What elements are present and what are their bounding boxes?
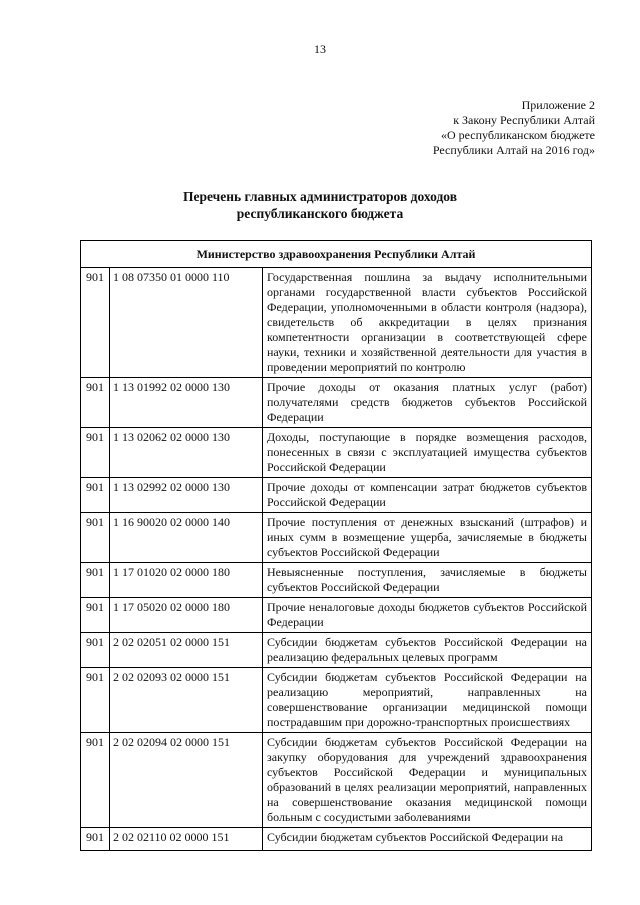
- revenue-code-cell: 2 02 02051 02 0000 151: [110, 633, 263, 668]
- revenue-code-cell: 2 02 02093 02 0000 151: [110, 668, 263, 733]
- page-number: 13: [314, 42, 326, 56]
- revenue-name-cell: Прочие поступления от денежных взысканий (штрафов) и иных сумм в возмещение ущерба, зачисляемые в бюджеты субъектов Российской Федерации: [263, 513, 592, 563]
- table-row: [81, 268, 592, 378]
- table-row: [81, 598, 592, 633]
- revenue-code-cell: 1 17 01020 02 0000 180: [110, 563, 263, 598]
- table-row: [81, 563, 592, 598]
- appendix-line: к Закону Республики Алтай: [453, 113, 595, 127]
- revenue-code-cell: 1 13 02992 02 0000 130: [110, 478, 263, 513]
- revenue-code-cell: 1 13 01992 02 0000 130: [110, 378, 263, 428]
- table-row: [81, 668, 592, 733]
- appendix-line: Приложение 2: [521, 98, 595, 112]
- table-row: [81, 733, 592, 828]
- title-line: Перечень главных администраторов доходов: [182, 189, 458, 204]
- title-line: республиканского бюджета: [236, 206, 404, 221]
- revenue-name-cell: Субсидии бюджетам субъектов Российской Федерации на реализацию мероприятий, направленных на совершенствование организации медицинской помощи пострадавшим при дорожно-транспортных происшествиях: [263, 668, 592, 733]
- document-title: [0, 188, 640, 222]
- appendix-line: Республики Алтай на 2016 год»: [432, 143, 595, 157]
- table-row: [81, 478, 592, 513]
- table-row: [81, 428, 592, 478]
- table-row: [81, 513, 592, 563]
- revenue-name-cell: Прочие доходы от оказания платных услуг (работ) получателями средств бюджетов субъектов Российской Федерации: [263, 378, 592, 428]
- table-row: [81, 633, 592, 668]
- admin-code-cell: 901: [81, 598, 110, 633]
- revenue-code-cell: 1 16 90020 02 0000 140: [110, 513, 263, 563]
- revenue-name-cell: Невыясненные поступления, зачисляемые в бюджеты субъектов Российской Федерации: [263, 563, 592, 598]
- revenue-code-cell: 1 17 05020 02 0000 180: [110, 598, 263, 633]
- revenue-code-cell: 2 02 02094 02 0000 151: [110, 733, 263, 828]
- admin-code-cell: 901: [81, 378, 110, 428]
- table-row: [81, 828, 592, 851]
- revenue-name-cell: Субсидии бюджетам субъектов Российской Федерации на закупку оборудования для учреждений здравоохранения субъектов Российской Федерации и муниципальных образований в целях реализации мероприятий, направленных на совершенствование оказания медицинской помощи больным с сосудистыми заболеваниями: [263, 733, 592, 828]
- admin-code-cell: 901: [81, 428, 110, 478]
- revenue-name-cell: Субсидии бюджетам субъектов Российской Федерации на: [263, 828, 592, 851]
- admin-code-cell: 901: [81, 633, 110, 668]
- revenue-code-cell: 1 13 02062 02 0000 130: [110, 428, 263, 478]
- admin-code-cell: 901: [81, 733, 110, 828]
- revenue-code-cell: 2 02 02110 02 0000 151: [110, 828, 263, 851]
- admin-code-cell: 901: [81, 513, 110, 563]
- appendix-line: «О республиканском бюджете: [440, 128, 595, 142]
- ministry-header: Министерство здравоохранения Республики Алтай: [81, 241, 592, 268]
- revenue-code-cell: 1 08 07350 01 0000 110: [110, 268, 263, 378]
- revenue-name-cell: Прочие неналоговые доходы бюджетов субъектов Российской Федерации: [263, 598, 592, 633]
- admin-code-cell: 901: [81, 563, 110, 598]
- admin-code-cell: 901: [81, 478, 110, 513]
- revenue-name-cell: Субсидии бюджетам субъектов Российской Федерации на реализацию федеральных целевых программ: [263, 633, 592, 668]
- appendix-heading: [433, 98, 595, 158]
- admin-code-cell: 901: [81, 668, 110, 733]
- revenue-name-cell: Государственная пошлина за выдачу исполнительными органами государственной власти субъектов Российской Федерации, уполномоченными в области контроля (надзора), свидетельств об аккредитации в целях признания компетентности организации в соответствующей сфере науки, техники и хозяйственной деятельности для участия в проведении мероприятий по контролю: [263, 268, 592, 378]
- admin-code-cell: 901: [81, 268, 110, 378]
- revenue-name-cell: Прочие доходы от компенсации затрат бюджетов субъектов Российской Федерации: [263, 478, 592, 513]
- admin-code-cell: 901: [81, 828, 110, 851]
- table-row: [81, 378, 592, 428]
- revenue-name-cell: Доходы, поступающие в порядке возмещения расходов, понесенных в связи с эксплуатацией имущества субъектов Российской Федерации: [263, 428, 592, 478]
- revenue-administrators-table: [80, 240, 592, 851]
